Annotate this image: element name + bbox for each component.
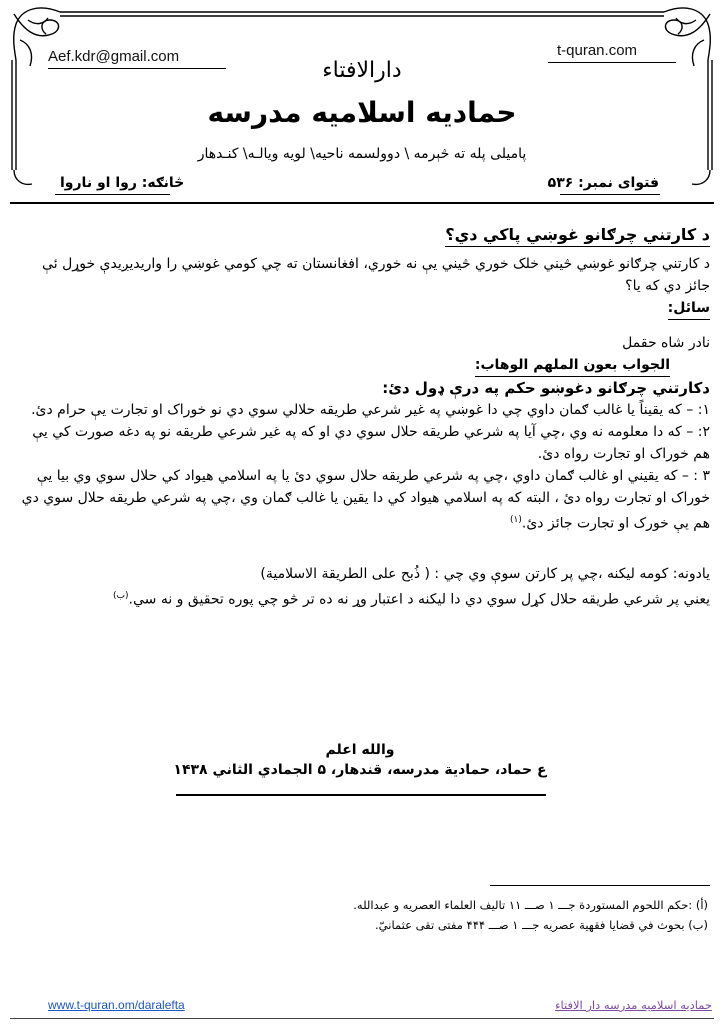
note-line-2: يعني پر شرعي طريقه حلال کړل سوي دي دا ليکنه د اعتبار وړ نه ده تر څو چي پوره تحقيق و نه سي. [128, 591, 710, 608]
fatwa-topic: څانګه: روا او ناروا [60, 175, 185, 191]
fatwa-number-underline [560, 194, 660, 195]
header-address: پاميلی پله ته څېرمه \ دوولسمه ناحيه\ لويه ويالـه\ كنـدهار [197, 146, 527, 162]
answer-heading: دکارتني چرګانو دغوښو حکم په درې ډول دئ: [382, 379, 710, 397]
answer-point-1: ۱: – که يقيناً يا غالب ګمان داوي چي دا غوښي په غير شرعي طريقه حلالي سوي دي نو خوراک او تجارت يې حرام دئ. [31, 402, 710, 418]
header-divider [10, 202, 714, 204]
footnote-1: (أ) :حكم اللحوم المستوردة جـــ ۱ صـــ ۱۱ تاليف العلماء العصريه و عبدالله. [353, 898, 708, 912]
answer-point-2: ۲: – که دا معلومه نه وي ،چي آيا په شرعي طريقه حلال سوي دي او که په غير شرعي طريقه نو په دغه صورت کي يې هم خوراک او تجارت رواه دئ. [32, 424, 710, 462]
footnote-2: (ب) بحوث في قضايا فقهية عصريه جـــ ۱ صـــ ۴۴۴ مفتى تقى عثمانيّ. [375, 918, 708, 932]
email-address[interactable]: Aef.kdr@gmail.com [48, 48, 180, 65]
answer-point-3-wrapper [14, 465, 710, 535]
answer-opening: الجواب بعون الملهم الوهاب: [475, 354, 670, 377]
wallah-alam: والله اعلم [325, 742, 395, 758]
footer-text[interactable]: حماديه اسلاميه مدرسه دار الافتاء [555, 998, 712, 1012]
note-line-1: يادونه: کومه ليکنه ،چي پر کارتن سوې وي چي : ( ذُبح على الطريقة الاسلامية) [260, 565, 710, 582]
spacer [14, 551, 710, 563]
signature-underline [176, 794, 546, 796]
spacer [14, 535, 710, 551]
fatwa-body [14, 224, 710, 610]
reference-marker-1: (۱) [510, 515, 522, 525]
footnotes [18, 895, 708, 935]
signature-block [170, 742, 550, 778]
note-line-2-wrapper [14, 585, 710, 611]
fatwa-topic-underline [55, 194, 170, 195]
question-text: د کارتني چرګانو غوښي څيني خلک خوري څيني يې نه خوري، افغانستان ته چي کومي غوښي را واريديږيدې خوړل ئې جائز دي که يا؟ [42, 256, 710, 294]
signature-line: ع حماد، حمادية مدرسه، قندهار، ۵ الجمادي الثاني ۱۴۳۸ [173, 762, 547, 778]
spacer [14, 320, 710, 332]
reference-marker-2: (ب) [113, 590, 129, 601]
header-subtitle: دارالافتاء [322, 58, 402, 83]
footer-divider [10, 1018, 714, 1019]
footer-link[interactable]: www.t-quran.om/daralefta [48, 998, 185, 1012]
asker-label: سائل: [668, 297, 710, 320]
website-address[interactable]: t-quran.com [557, 42, 638, 59]
asker-name: نادر شاه حقمل [622, 335, 710, 351]
fatwa-number: فتوای نمبر: ۵۳۶ [547, 175, 659, 191]
question-title: د کارتني چرګانو غوښي پاکي دي؟ [445, 224, 710, 247]
footnote-rule [490, 885, 710, 886]
answer-point-3: ۳ : – که يقيني او غالب ګمان داوي ،چي په شرعي طريقه حلال سوي دئ يا په اسلامي هيواد کي حلال سوي وي بيا يې خوراک او تجارت رواه دئ ، البته که په اسلامي هيواد کي دا يقين يا غالب ګمان وي ،چي په شرعي طريقه حلال سوي دي هم يې خورک او تجارت جائز دئ. [21, 468, 710, 532]
header-title: حمادیه اسلامیه مدرسه [207, 96, 517, 129]
